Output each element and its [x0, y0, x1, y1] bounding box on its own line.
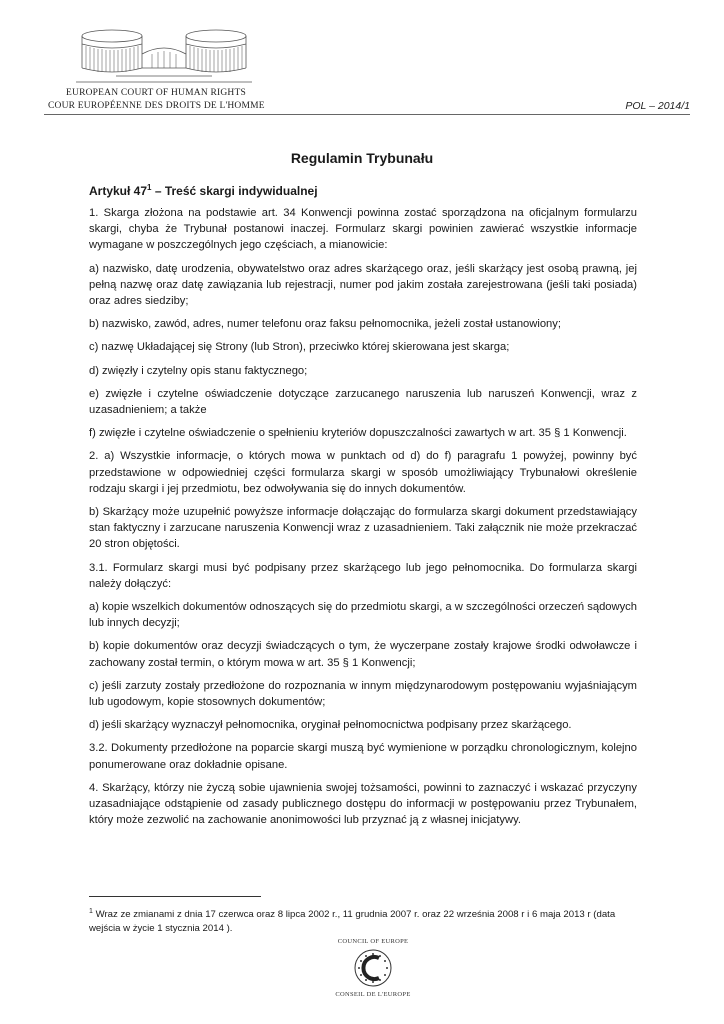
page-title: Regulamin Trybunału	[290, 150, 434, 166]
footnote-divider	[89, 896, 261, 897]
paragraph: b) Skarżący może uzupełnić powyższe informacje dołączając do formularza skargi dokument przedstawiający stan faktyczny i zarzucane naruszenia Konwencji wraz z uzasadnieniem. Taki załącznik nie może przekraczać 20 stron objętości.	[89, 506, 637, 551]
paragraph: 3.1. Formularz skargi musi być podpisany przez skarżącego lub jego pełnomocnika. Do formularza skargi należy dołączyć:	[89, 561, 637, 590]
paragraph: 2. a) Wszystkie informacje, o których mowa w punktach od d) do f) paragrafu 1 powyżej, powinny być przedstawione w odpowiedniej części formularza skargi w sposób umożliwiający Trybunałowi określenie rodzaju skargi i jej przedmiotu, bez odwoływania się do innych dokumentów.	[89, 450, 637, 495]
paragraph: f) zwięzłe i czytelne oświadczenie o spełnieniu kryteriów dopuszczalności zawartych w art. 35 § 1 Konwencji.	[89, 427, 627, 440]
paragraph: d) jeśli skarżący wyznaczył pełnomocnika, oryginał pełnomocnictwa podpisany przez skarżącego.	[89, 719, 572, 732]
court-name-en: EUROPEAN COURT OF HUMAN RIGHTS	[66, 88, 246, 98]
coe-name-en: COUNCIL OF EUROPE	[337, 938, 409, 945]
paragraph: b) kopie dokumentów oraz decyzji świadczących o tym, że wyczerpane zostały krajowe środki odwoławcze i zachowany został termin, o którym mowa w art. 35 § 1 Konwencji;	[89, 640, 637, 669]
council-of-europe-logo-icon	[353, 948, 393, 988]
paragraph: c) nazwę Układającej się Strony (lub Stron), przeciwko której skierowana jest skarga;	[89, 341, 510, 354]
paragraph: d) zwięzły i czytelny opis stanu faktycznego;	[89, 364, 308, 377]
coe-name-fr: CONSEIL DE L'EUROPE	[335, 991, 411, 998]
council-of-europe-block	[328, 938, 418, 998]
article-body	[89, 205, 637, 836]
paragraph: 4. Skarżący, którzy nie życzą sobie ujawnienia swojej tożsamości, powinni to zaznaczyć i wskazać przyczyny uzasadniające odstąpienie od zasady publicznego dostępu do informacji w postępowaniu przez Trybunałem, który może zezwolić na zachowanie anonimowości lub przyznać ją z własnej inicjatywy.	[89, 781, 637, 827]
paragraph: c) jeśli zarzuty zostały przedłożone do rozpoznania w innym międzynarodowym postępowaniu wyjaśniającym lub ugodowym, kopie stosownych dokumentów;	[89, 679, 637, 709]
page-header	[0, 0, 724, 118]
footnote	[89, 905, 637, 936]
paragraph: e) zwięzłe i czytelne oświadczenie dotyczące zarzucanego naruszenia lub naruszeń Konwencji, wraz z uzasadnieniem; a także	[89, 387, 637, 417]
paragraph: 1. Skarga złożona na podstawie art. 34 Konwencji powinna zostać sporządzona na oficjalnym formularzu skargi, chyba że Trybunał postanowi inaczej. Formularz skargi powinien zawierać wszystkie informacje wymagane w poszczególnych jego częściach, a mianowicie:	[89, 207, 637, 252]
footnote-reference[interactable]: 1	[147, 183, 152, 192]
paragraph: a) kopie wszelkich dokumentów odnoszących się do przedmiotu skargi, a w szczególności orzeczeń sądowych lub innych decyzji;	[89, 601, 637, 630]
court-name-fr: COUR EUROPÉENNE DES DROITS DE L'HOMME	[48, 101, 265, 111]
article-heading	[89, 183, 318, 198]
header-divider	[44, 114, 690, 115]
footnote-text: Wraz ze zmianami z dnia 17 czerwca oraz 8 lipca 2002 r., 11 grudnia 2007 r. oraz 22 września 2008 r i 6 maja 2013 r (data wejścia w życie 1 stycznia 2014 ).	[89, 909, 616, 935]
paragraph: b) nazwisko, zawód, adres, numer telefonu oraz faksu pełnomocnika, jeżeli został ustanowiony;	[89, 318, 561, 331]
paragraph: 3.2. Dokumenty przedłożone na poparcie skargi muszą być wymienione w porządku chronologicznym, kolejno ponumerowane oraz dokładnie opisane.	[89, 742, 637, 771]
court-building-icon	[76, 24, 252, 86]
article-number: Artykuł 47	[89, 184, 148, 198]
document-reference: POL – 2014/1	[625, 100, 690, 112]
paragraph: a) nazwisko, datę urodzenia, obywatelstwo oraz adres skarżącego oraz, jeśli skarżący jest osobą prawną, jej pełną nazwę oraz datę zawiązania lub rejestracji, numer pod jakim została zarejestrowana (jeśli taki posiada) oraz adres siedziby;	[89, 262, 637, 308]
article-title: – Treść skargi indywidualnej	[151, 184, 318, 198]
footnote-mark: 1	[89, 908, 93, 915]
